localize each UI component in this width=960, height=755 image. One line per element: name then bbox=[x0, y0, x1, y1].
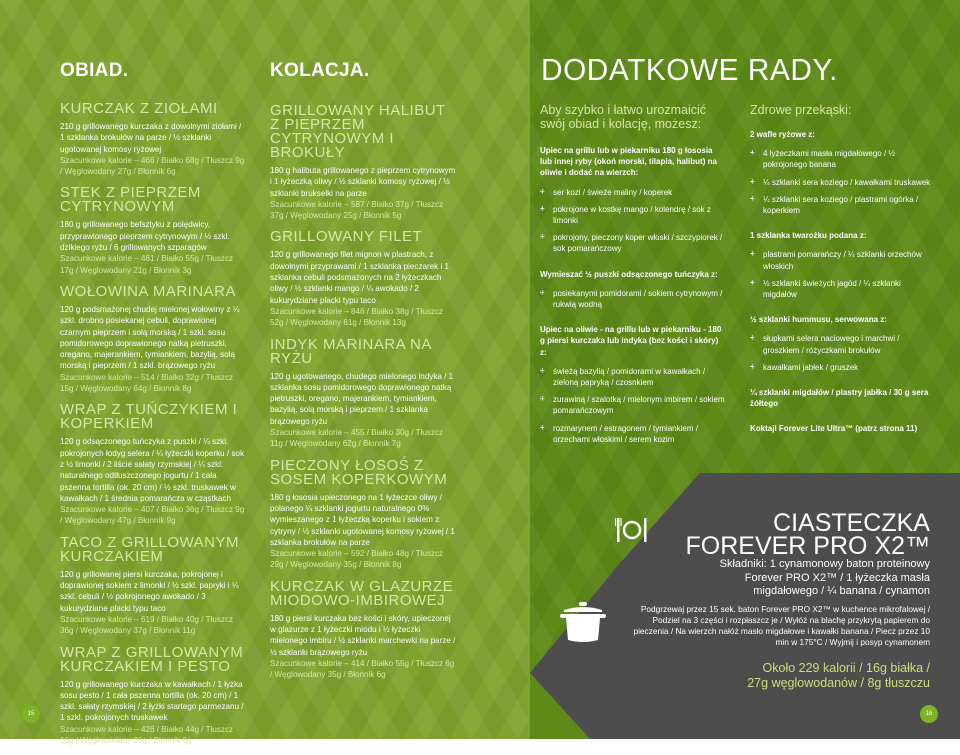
recipe bbox=[270, 577, 456, 681]
snacks-title: Zdrowe przekąski: bbox=[750, 103, 852, 117]
snacks-groups bbox=[750, 129, 935, 435]
tip-item: + pokrojony, pieczony koper włoski / szczypiorek / sok pomarańczowy bbox=[540, 232, 726, 254]
recipe-title: GRILLOWANY FILET bbox=[270, 228, 423, 246]
tip-item: + zurawiną / szalotką / mielonym imbirem / sokiem pomarańczowym bbox=[540, 394, 726, 416]
recipe-ingredients: 180 g halibuta grillowanego z pieprzem cytrynowym i 1 łyżeczką oliwy / ½ szklanki komosy ryżowej / ½ szklanki brukselki na parze bbox=[270, 166, 456, 198]
tips-groups bbox=[540, 145, 726, 445]
tip-group-lead: Upiec na grillu lub w piekarniku 180 g łososia lub innej ryby (okoń morski, tilapia, halibut) na oliwie i dodać na wierzch: bbox=[540, 146, 717, 178]
page-number-right: 16 bbox=[920, 705, 938, 723]
tips-title: Aby szybko i łatwo urozmaicić swój obiad i kolację, możesz: bbox=[540, 103, 707, 131]
recipe bbox=[60, 102, 246, 177]
dinner-heading: KOLACJA. bbox=[270, 60, 370, 81]
recipe bbox=[60, 403, 246, 526]
recipe-ingredients: 120 g podsmażonej chudej mielonej wołowiny z ¼ szkl. drobno posiekanej cebuli, doprawionej czarnym pieprzem i solą morską / 1 szkl. sosu pomidorowego doprawionego natką pietruszki, oregano, majerankiem, tymiankiem, bazylią, solą morską i pieprzem / 1 szkl. brązowego ryżu bbox=[60, 304, 240, 371]
recipe bbox=[270, 456, 456, 571]
nutrition-line2: 27g węglowodanów / 8g tłuszczu bbox=[747, 675, 930, 690]
tip-item: + kawałkami jabłek / gruszek bbox=[750, 362, 935, 373]
dinner-column bbox=[270, 0, 456, 690]
cutlery-plate-icon bbox=[612, 510, 652, 550]
tip-group-lead: Wymieszać ½ puszki odsączonego tuńczyka z: bbox=[540, 269, 718, 279]
tip-group-lead: Upiec na oliwie - na grillu lub w piekarniku - 180 g piersi kurczaka lub indyka (bez kości i skóry) z: bbox=[540, 325, 722, 357]
tip-group-lead: Koktajl Forever Lite Ultra™ (patrz strona 11) bbox=[750, 424, 918, 434]
tip-item: + plastrami pomarańczy / ¼ szklanki orzechów włoskich bbox=[750, 249, 935, 271]
recipe-title: INDYK MARINARA NA RYŻU bbox=[270, 335, 432, 367]
recipe-title: KURCZAK W GLAZURZE MIODOWO-IMBIROWEJ bbox=[270, 577, 454, 609]
recipe bbox=[270, 104, 456, 221]
tip-group bbox=[540, 324, 726, 445]
recipe-nutrition: Szacunkowe kalorie – 846 / Białko 38g / Tłuszcz 52g / Węglowodany 61g / Błonnik 13g bbox=[270, 306, 444, 328]
recipe-title: WRAP Z GRILLOWANYM KURCZAKIEM I PESTO bbox=[60, 643, 244, 675]
recipe-nutrition: Szacunkowe kalorie – 426 / Białko 44g / Tłuszcz 16g / Węglowodany 26g / Błonnik 6g bbox=[60, 724, 234, 745]
tip-item: + ser kozi / świeże maliny / koperek bbox=[540, 187, 726, 198]
tip-item: + ½ szklanki świeżych jagód / ¼ szklanki migdałów bbox=[750, 278, 935, 300]
tips-column bbox=[540, 103, 726, 459]
recipe-ingredients: 120 g grillowanego filet mignon w plastrach, z dowolnymi przyprawami / 1 szklanka pieczarek i 1 szklanka cebuli podsmażonych na 2 łyżeczkach oliwy / ½ szklanki mango / ¼ awokado / 2 kukurydziane placki typu taco bbox=[270, 250, 450, 305]
recipe-nutrition: Szacunkowe kalorie – 414 / Białko 55g / Tłuszcz 6g / Węglowodany 35g / Błonnik 6g bbox=[270, 658, 455, 680]
tip-group bbox=[750, 423, 935, 434]
recipe bbox=[60, 282, 246, 394]
tip-group bbox=[540, 269, 726, 311]
recipe-nutrition: Szacunkowe kalorie – 466 / Białko 68g / Tłuszcz 9g / Węglowodany 27g / Błonnik 6g bbox=[60, 155, 245, 177]
tip-group-lead: ½ szklanki hummusu, serwowana z: bbox=[750, 315, 887, 325]
promo-instructions: Podgrzewaj przez 15 sek. baton Forever PRO X2™ w kuchence mikrofalowej / Podziel na 3 części i rozpłaszcz je / Wyłóż na blachę przykrytą papierem do pieczenia / Na wierzch nałóż masło migdałowe i kawałki banana / Piecz przez 10 min w 175°C / Wyjmij i posyp cynamonem bbox=[633, 604, 930, 647]
recipe-ingredients: 210 g grillowanego kurczaka z dowolnymi ziołami / 1 szklanka brokułów na parze / ½ szklanki ugotowanej komosy ryżowej bbox=[60, 122, 242, 154]
recipe-title: PIECZONY ŁOSOŚ Z SOSEM KOPERKOWYM bbox=[270, 456, 448, 488]
tip-group bbox=[750, 230, 935, 300]
recipe bbox=[60, 643, 246, 747]
recipe-ingredients: 120 g grillowanej piersi kurczaka, pokrojonej i doprawionej sokiem z limonki / ½ szkl. papryki i ¼ szkl. cebuli / ½ pokrojonego awokado / 3 kukurydziane placki typu taco bbox=[60, 569, 239, 613]
page-number-left: 15 bbox=[22, 705, 40, 723]
lunch-heading: OBIAD. bbox=[60, 60, 129, 81]
tip-group bbox=[750, 387, 935, 409]
tip-item: + słupkami selera naciowego i marchwi / groszkiem / różyczkami brokułów bbox=[750, 333, 935, 355]
dinner-recipes bbox=[270, 104, 456, 681]
recipe-title: KURCZAK Z ZIOŁAMI bbox=[60, 100, 218, 117]
recipe-ingredients: 120 g ugotowanego, chudego mielonego indyka / 1 szklanka sosu pomidorowego doprawionego natką pietruszki, oregano, majerankiem, tymiankiem, bazylią, solą morską i pieprzem / 1 szklanka brązowego ryżu bbox=[270, 371, 454, 426]
lunch-recipes bbox=[60, 102, 246, 746]
lunch-column bbox=[60, 0, 246, 755]
tip-item: + ¼ szklanki sera koziego / kawałkami truskawek bbox=[750, 177, 935, 188]
tip-item: + ¼ szklanki sera koziego / plastrami ogórka / koperkiem bbox=[750, 194, 935, 216]
recipe-ingredients: 120 g odsączonego tuńczyka z puszki / ¼ szkl. pokrojonych łodyg selera / ¼ łyżeczki koperku / sok z ½ limonki / 2 liście sałaty rzymskiej / ¼ szkl. naturalnego odtłuszczonego jogurtu / 1 cała pszenna tortilla (ok. 20 cm) / ½ szkl. truskawek w kawałkach / 1 średnia pomarańcza w cząstkach bbox=[60, 437, 244, 503]
recipe-ingredients: 180 g grillowanego befsztyku z polędwicy, przyprawionego pieprzem cytrynowym / ½ szkl. dzikiego ryżu / 6 grillowanych szparagów bbox=[60, 220, 230, 253]
recipe-nutrition: Szacunkowe kalorie – 407 / Białko 36g / Tłuszcz 9g / Węglowodany 47g / Błonnik 9g bbox=[60, 505, 245, 526]
tip-item: + rozmarynem / estragonem / tymiankiem / orzechami włoskimi / serem kozim bbox=[540, 423, 726, 445]
tip-item: + świeżą bazylią / pomidorami w kawałkach / zieloną papryką / czosnkiem bbox=[540, 366, 726, 388]
recipe-title: WRAP Z TUŃCZYKIEM I KOPERKIEM bbox=[60, 401, 238, 433]
promo-title bbox=[685, 509, 931, 560]
promo-nutrition bbox=[630, 661, 930, 690]
tip-item: + 4 łyżeczkami masła migdałowego / ½ pokrojonego banana bbox=[750, 148, 935, 170]
recipe-nutrition: Szacunkowe kalorie – 619 / Białko 40g / Tłuszcz 36g / Węglowodany 37g / Błonnik 11g bbox=[60, 614, 234, 636]
recipe-ingredients: 120 g grillowanego kurczaka w kawałkach / 1 łyżka sosu pesto / 1 cała pszenna tortilla (ok. 20 cm) / 1 szkl. sałaty rzymskiej / 2 łyżki startego parmezanu / 1 szkl. pokrojonych truskawek bbox=[60, 679, 244, 723]
promo-title-line2: FOREVER PRO X2™ bbox=[685, 532, 930, 560]
recipe bbox=[270, 230, 456, 328]
recipe-title: STEK Z PIEPRZEM CYTRYNOWYM bbox=[60, 184, 201, 216]
recipe-nutrition: Szacunkowe kalorie – 455 / Białko 30g / Tłuszcz 11g / Węglowodany 62g / Błonnik 7g bbox=[270, 428, 444, 449]
recipe-ingredients: 180 g piersi kurczaka bez kości i skóry, upieczonej w glazurze z 1 łyżeczki miodu i ½ łyżeczki mielonego imbiru / ½ szklanki marchewki na parze / ½ szklanki brązowego ryżu bbox=[270, 613, 456, 657]
tip-item: + pokrojone w kostkę mango / kolendrę / sok z limonki bbox=[540, 204, 726, 226]
tip-group-lead: 1 szklanka twarożku podana z: bbox=[750, 231, 867, 241]
recipe-nutrition: Szacunkowe kalorie – 514 / Białko 32g / Tłuszcz 15g / Węglowodany 64g / Błonnik 8g bbox=[60, 372, 234, 394]
tips-heading: DODATKOWE RADY. bbox=[541, 52, 838, 87]
tip-group bbox=[750, 314, 935, 373]
promo-ingredients: Składniki: 1 cynamonowy baton proteinowy Forever PRO X2™ / 1 łyżeczka masła migdałowego / ¼ banana / cynamon bbox=[719, 558, 930, 597]
promo-title-line1: CIASTECZKA bbox=[773, 509, 930, 537]
tip-group-lead: ¼ szklanki migdałów / plastry jabłka / 30 g sera żółtego bbox=[750, 388, 929, 409]
recipe-title: GRILLOWANY HALIBUT Z PIEPRZEM CYTRYNOWYM I BROKUŁY bbox=[270, 102, 446, 161]
recipe-nutrition: Szacunkowe kalorie – 461 / Białko 55g / Tłuszcz 17g / Węglowodany 21g / Błonnik 3g bbox=[60, 254, 234, 275]
recipe bbox=[60, 533, 246, 637]
recipe-title: WOŁOWINA MARINARA bbox=[60, 282, 237, 300]
cooking-pot-icon bbox=[560, 600, 606, 644]
recipe-title: TACO Z GRILLOWANYM KURCZAKIEM bbox=[60, 533, 240, 565]
recipe bbox=[270, 335, 456, 450]
recipe-nutrition: Szacunkowe kalorie – 592 / Białko 48g / Tłuszcz 29g / Węglowodany 35g / Błonnik 8g bbox=[270, 549, 444, 570]
snacks-column bbox=[750, 103, 935, 449]
tip-group bbox=[750, 129, 935, 216]
recipe-nutrition: Szacunkowe kalorie – 587 / Białko 37g / Tłuszcz 37g / Węglowodany 25g / Błonnik 5g bbox=[270, 199, 444, 221]
tip-item: + posiekanymi pomidorami / sokiem cytrynowym / rukwią wodną bbox=[540, 288, 726, 310]
tip-group-lead: 2 wafle ryżowe z: bbox=[750, 130, 815, 139]
recipe-ingredients: 180 g łososia upieczonego na 1 łyżeczce oliwy / polanego ¼ szklanki jogurtu naturalnego 0% wymieszanego z 1 łyżeczką koperku i sokiem z cytryny / ½ szklanki ugotowanej komosy ryżowej / 1 szklanka brokułów na parze bbox=[270, 492, 455, 547]
recipe bbox=[60, 186, 246, 275]
nutrition-line1: Około 229 kalorii / 16g białka / bbox=[762, 661, 930, 675]
tip-group bbox=[540, 145, 726, 255]
